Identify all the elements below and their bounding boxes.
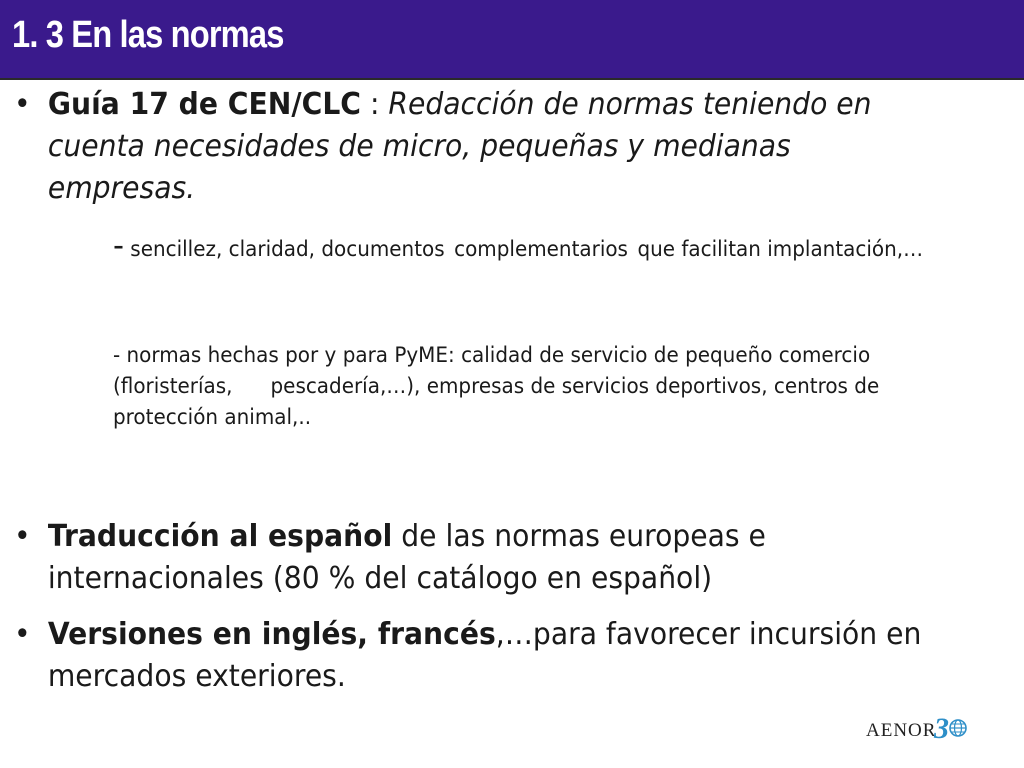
title-bar [0, 0, 1024, 78]
bullet-bold: Traducción al español [47, 519, 393, 554]
bullet-dot: • [14, 87, 31, 122]
bullet-versiones [14, 614, 945, 698]
title-divider [0, 78, 1024, 80]
sub-item-text: pescadería,…), empresas de servicios deportivos, centros de protección animal,.. [113, 374, 880, 429]
aenor-logo [866, 712, 976, 746]
sub-item-text: que facilitan implantación,… [637, 237, 924, 261]
bullet-bold: Guía 17 de CEN/CLC [47, 87, 361, 122]
bullet-traduccion [14, 516, 945, 600]
bullet-rest: ,…para favorecer incursión en mercados exteriores. [47, 617, 922, 694]
bullet-italic: Redacción de normas teniendo en cuenta necesidades de micro, pequeñas y medianas empresas. [47, 87, 872, 206]
bullet-bold: Versiones en inglés, francés [47, 617, 496, 652]
bullet-rest: de las normas europeas e internacionales (80 % del catálogo en español) [47, 519, 766, 596]
bullet-text [48, 84, 894, 210]
sub-item-text: - normas hechas por y para PyME: calidad de servicio de pequeño comercio (floristerías, [113, 343, 871, 398]
logo-text: AENOR [866, 720, 937, 741]
bullet-guia-17 [14, 84, 945, 210]
bullet-dot: • [14, 519, 31, 554]
sub-item-dash: - [113, 226, 124, 264]
bullet-separator: : [360, 87, 389, 122]
bullet-text [48, 516, 950, 600]
sub-item-normas-pyme [113, 340, 949, 433]
sub-item-sencillez [113, 226, 949, 265]
bullet-text [48, 614, 950, 698]
slide-title: 1. 3 En las normas [12, 14, 284, 56]
globe-icon [948, 718, 968, 738]
sub-item-text: complementarios [454, 237, 628, 261]
logo-mark: 3 [934, 712, 949, 745]
sub-item-text: sencillez, claridad, documentos [123, 237, 445, 261]
bullet-dot: • [14, 617, 31, 652]
